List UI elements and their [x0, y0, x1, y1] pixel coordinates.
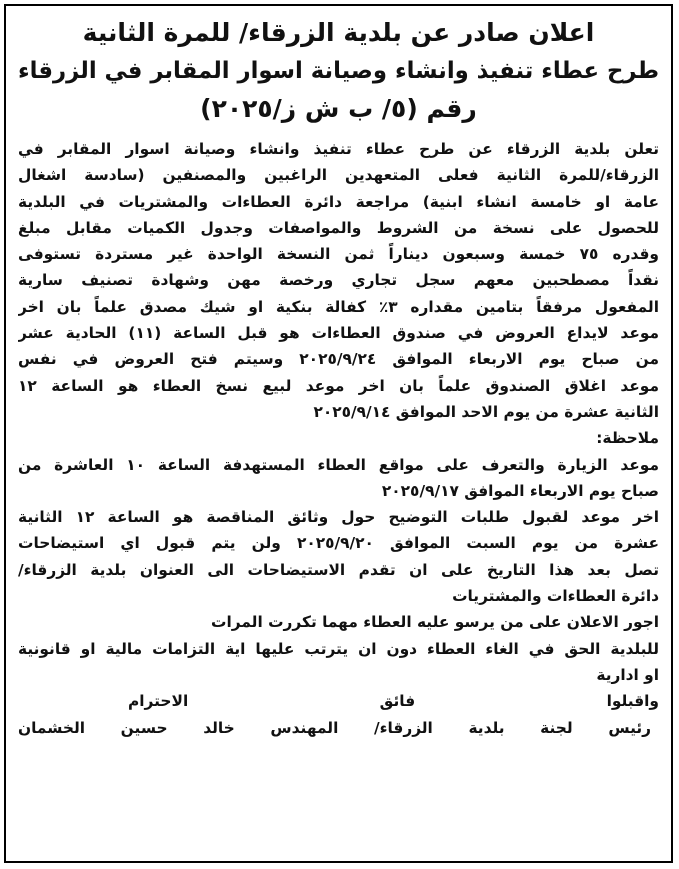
body-line: من صباح يوم الاربعاء الموافق ٢٠٢٥/٩/٢٤ وسيتم فتح العروض في نفس [18, 350, 659, 369]
body-line: موعد اغلاق الصندوق علماً بان اخر موعد لبيع نسخ العطاء هو الساعة ١٢ [18, 376, 659, 395]
body-line: المفعول مرفقاً بتامين مقداره ٣٪ كفالة بنكية او شيك مصدق علماً بان اخر [18, 297, 659, 316]
note-heading: ملاحظة: [596, 429, 659, 448]
body-line: موعد الزيارة والتعرف على مواقع العطاء المستهدفة الساعة ١٠ العاشرة من [18, 455, 659, 474]
notice-title-line-2: طرح عطاء تنفيذ وانشاء وصيانة اسوار المقابر في الزرقاء [17, 58, 659, 84]
signature-line: رئيس لجنة بلدية الزرقاء/ المهندس خالد حسين الخشمان [18, 718, 651, 737]
body-line: تصل بعد هذا التاريخ على ان تقدم الاستيضاحات الى العنوان بلدية الزرقاء/ [18, 560, 659, 579]
notice-title-line-3: رقم (٥/ ب ش ز/٢٠٢٥) [200, 94, 477, 123]
body-line: نقداً مصطحبين معهم سجل تجاري ورخصة مهن وشهادة تصنيف سارية [18, 271, 659, 290]
body-line: اجور الاعلان على من يرسو عليه العطاء مهما تكررت المرات [211, 613, 659, 632]
body-line: وقدره ٧٥ خمسة وسبعون ديناراً ثمن النسخة الواحدة غير مستردة تستوفى [18, 245, 659, 264]
body-line: موعد لايداع العروض في صندوق العطاءات هو قبل الساعة (١١) الحادية عشر [18, 324, 659, 343]
body-line: الثانية عشرة من يوم الاحد الموافق ٢٠٢٥/٩/١٤ [313, 402, 659, 421]
body-line: او ادارية [596, 665, 659, 684]
body-line: اخر موعد لقبول طلبات التوضيح حول وثائق المناقصة هو الساعة ١٢ الثانية [18, 508, 659, 527]
body-line: للبلدية الحق في الغاء العطاء دون ان يترتب عليها اية التزامات مالية او قانونية [18, 639, 659, 658]
body-line: تعلن بلدية الزرقاء عن طرح عطاء تنفيذ وانشاء وصيانة اسوار المقابر في [18, 140, 659, 158]
body-line: عامة او خامسة انشاء ابنية) مراجعة دائرة العطاءات والمشتريات في البلدية [18, 192, 659, 211]
tender-notice-frame [4, 4, 673, 863]
body-line: صباح يوم الاربعاء الموافق ٢٠٢٥/٩/١٧ [381, 481, 659, 500]
notice-body [18, 136, 659, 741]
notice-title-line-1: اعلان صادر عن بلدية الزرقاء/ للمرة الثانية [82, 18, 595, 47]
body-line: الزرقاء/للمرة الثانية فعلى المتعهدين الراغبين والمصنفين (سادسة اشغال [18, 166, 659, 185]
body-line: دائرة العطاءات والمشتريات [452, 587, 659, 606]
body-line: للحصول على نسخة من الشروط والمواصفات وجدول الكميات مقابل مبلغ [18, 218, 659, 237]
body-line: عشرة من يوم السبت الموافق ٢٠٢٥/٩/٢٠ ولن يتم قبول اي استيضاحات [18, 534, 659, 553]
closing-greeting: واقبلوا فائق الاحترام [128, 692, 659, 711]
